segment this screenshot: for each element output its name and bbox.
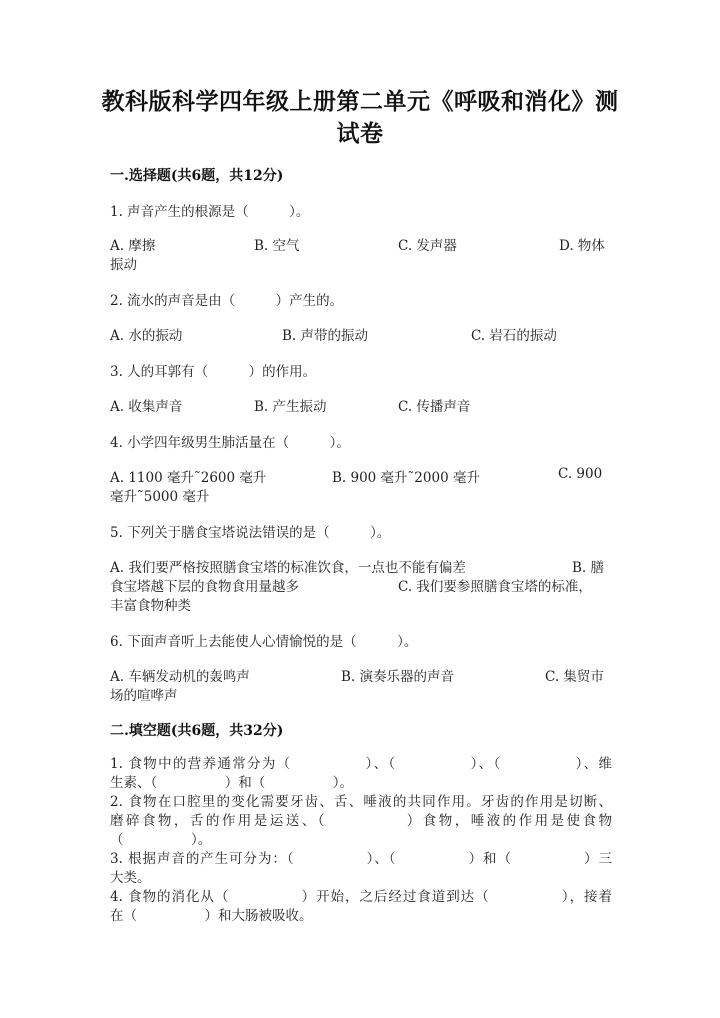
q5-option-a: A. 我们要严格按照膳食宝塔的标准饮食，一点也不能有偏差 bbox=[110, 560, 466, 576]
q6-option-c-cont: 场的喧哗声 bbox=[110, 688, 178, 704]
q4-option-b: B. 900 毫升˜2000 毫升 bbox=[332, 470, 480, 486]
q2-option-c: C. 岩石的振动 bbox=[471, 328, 557, 344]
q6-option-a: A. 车辆发动机的轰鸣声 bbox=[110, 669, 250, 685]
q5-option-c: C. 我们要参照膳食宝塔的标准， bbox=[398, 579, 592, 595]
page-title bbox=[95, 86, 625, 150]
title-line-1: 教科版科学四年级上册第二单元《呼吸和消化》测 bbox=[101, 88, 619, 115]
section-heading-fill: 二.填空题(共6题，共32分) bbox=[110, 723, 284, 739]
fill-question-1 bbox=[110, 755, 612, 793]
q2-option-a: A. 水的振动 bbox=[110, 328, 183, 344]
q1-option-d: D. 物体 bbox=[559, 238, 605, 254]
q1-option-b: B. 空气 bbox=[254, 238, 300, 254]
q3-option-a: A. 收集声音 bbox=[110, 399, 183, 415]
q3-option-c: C. 传播声音 bbox=[398, 399, 471, 415]
fill-q4-line-2: 在（ ）和大肠被吸收。 bbox=[110, 908, 313, 924]
section-heading-choice: 一.选择题(共6题，共12分) bbox=[110, 168, 284, 184]
fill-q1-line-2: 生素、（ ）和（ ）。 bbox=[110, 775, 353, 791]
fill-q1-line-1: 1. 食物中的营养通常分为（ ）、（ ）、（ ）、维 bbox=[110, 756, 612, 772]
question-6-stem: 6. 下面声音听上去能使人心情愉悦的是（ ）。 bbox=[110, 634, 418, 650]
question-4-stem: 4. 小学四年级男生肺活量在（ ）。 bbox=[110, 435, 350, 451]
fill-question-4 bbox=[110, 888, 612, 926]
fill-q4-line-1: 4. 食物的消化从（ ）开始，之后经过食道到达（ ），接着 bbox=[110, 889, 612, 905]
question-5-stem: 5. 下列关于膳食宝塔说法错误的是（ ）。 bbox=[110, 525, 391, 541]
q6-option-b: B. 演奏乐器的声音 bbox=[341, 669, 455, 685]
fill-q3-line-2: 大类。 bbox=[110, 870, 151, 886]
q5-option-b: B. 膳 bbox=[572, 560, 605, 576]
title-line-2: 试卷 bbox=[336, 120, 384, 147]
q1-option-c: C. 发声器 bbox=[398, 238, 457, 254]
question-2-stem: 2. 流水的声音是由（ ）产生的。 bbox=[110, 293, 344, 309]
q1-option-d-cont: 振动 bbox=[110, 257, 137, 273]
q1-option-a: A. 摩擦 bbox=[110, 238, 156, 254]
fill-q2-line-3: （ ）。 bbox=[110, 832, 212, 848]
q2-option-b: B. 声带的振动 bbox=[282, 328, 369, 344]
fill-q2-line-2: 磨碎食物，舌的作用是运送、（ ）食物，唾液的作用是使食物 bbox=[110, 813, 612, 829]
q4-option-c-cont: 毫升˜5000 毫升 bbox=[110, 489, 210, 505]
fill-q2-line-1: 2. 食物在口腔里的变化需要牙齿、舌、唾液的共同作用。牙齿的作用是切断、 bbox=[110, 794, 612, 810]
question-1-stem: 1. 声音产生的根源是（ ）。 bbox=[110, 204, 310, 220]
q4-option-a: A. 1100 毫升˜2600 毫升 bbox=[110, 470, 267, 486]
q6-option-c: C. 集贸市 bbox=[545, 669, 604, 685]
q4-option-c: C. 900 bbox=[558, 466, 603, 482]
question-3-stem: 3. 人的耳郭有（ ）的作用。 bbox=[110, 364, 317, 380]
q5-option-b-cont: 食宝塔越下层的食物食用量越多 bbox=[110, 579, 299, 595]
fill-question-3 bbox=[110, 850, 612, 888]
fill-q3-line-1: 3. 根据声音的产生可分为：（ ）、（ ）和（ ）三 bbox=[110, 851, 612, 867]
q3-option-b: B. 产生振动 bbox=[254, 399, 327, 415]
fill-question-2 bbox=[110, 793, 612, 850]
q5-option-c-cont: 丰富食物种类 bbox=[110, 598, 191, 614]
